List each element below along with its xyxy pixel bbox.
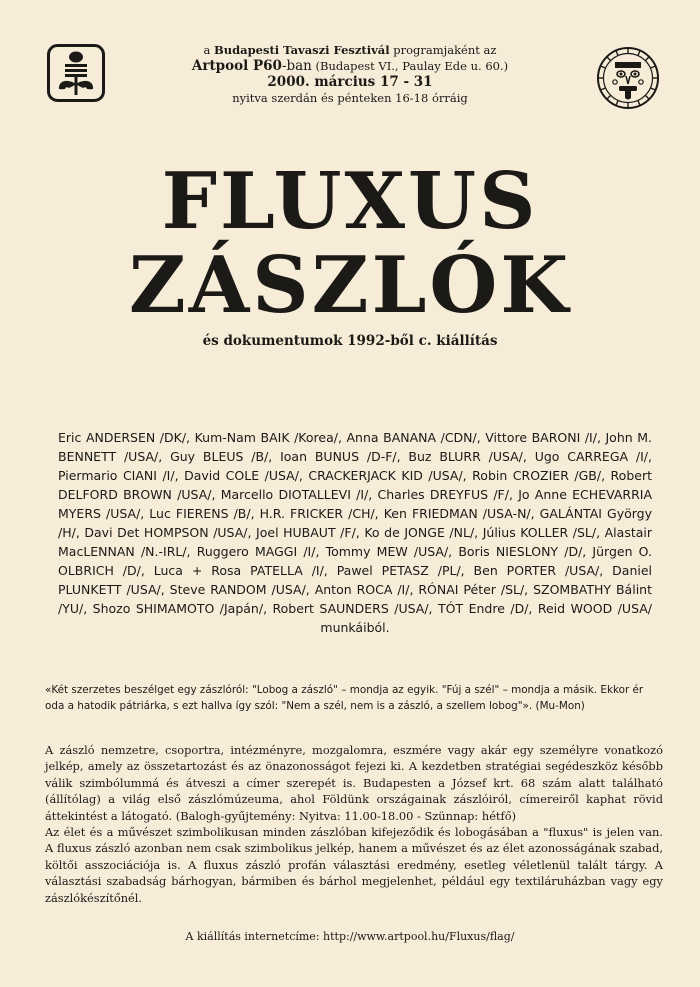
venue-suffix: -ban xyxy=(281,58,312,74)
venue-name: Artpool P60 xyxy=(191,58,282,74)
title-line-1: FLUXUS xyxy=(161,156,539,247)
title-line-2: ZÁSZLÓK xyxy=(128,240,572,331)
description-paragraph-1: A zászló nemzetre, csoportra, intézményre, mozgalomra, eszmére vagy akár egy személyre vonatkozó jelkép, amely az összetartozást és az önazonosságot fejezi ki. A kezdetben stratégiai segédeszköz később válik szimbólummá és átveszi a címer szerepét is. Budapesten a József krt. 68 szám alatt található (állítólag) a világ első zászlómúzeuma, ahol Földünk országainak zászlóiról, címereiről kaphat rövid áttekintést a látogató. (Balogh-gyűjtemény: Nyitva: 11.00-18.00 - Szünnap: hétfő) xyxy=(45,743,663,823)
description xyxy=(45,742,663,906)
header-festival-line xyxy=(150,42,550,58)
header-venue-line xyxy=(150,58,550,74)
festival-flower-logo-icon xyxy=(47,44,105,102)
exhibition-subtitle: és dokumentumok 1992-ből c. kiállítás xyxy=(202,333,498,349)
exhibition-title xyxy=(60,156,640,331)
opening-hours: nyitva szerdán és pénteken 16-18 órráig xyxy=(232,91,468,105)
description-paragraph-2: Az élet és a művészet szimbolikusan minden zászlóban kifejeződik és lobogásában a "fluxus" is jelen van. A fluxus zászló azonban nem csak szimbolikus jelkép, hanem a művészet és az élet azonosságának szabad, költői asszociációja is. A fluxus zászló profán választási eredmény, esetleg véletlenül talált tárgy. A választási szabadság bárhogyan, bármiben és bárhol megjelenhet, például egy textiláruházban vagy egy zászlókészítőnél. xyxy=(45,825,663,905)
website-footer: A kiállítás internetcíme: http://www.artpool.hu/Fluxus/flag/ xyxy=(185,930,515,943)
event-header xyxy=(150,42,550,106)
venue-address: (Budapest VI., Paulay Ede u. 60.) xyxy=(315,59,509,73)
artist-list: Eric ANDERSEN /DK/, Kum-Nam BAIK /Korea/, Anna BANANA /CDN/, Vittore BARONI /I/, John M. BENNETT /USA/, Guy BLEUS /B/, Ioan BUNUS /D-F/, Buz BLURR /USA/, Ugo CARREGA /I/, Piermario CIANI /I/, David COLE /USA/, CRACKERJACK KID /USA/, Robin CROZIER /GB/, Robert DELFORD BROWN /USA/, Marcello DIOTALLEVI /I/, Charles DREYFUS /F/, Jo Anne ECHEVARRIA MYERS /USA/, Luc FIERENS /B/, H.R. FRICKER /CH/, Ken FRIEDMAN /USA-N/, GALÁNTAI György /H/, Davi Det HOMPSON /USA/, Joel HUBAUT /F/, Ko de JONGE /NL/, Július KOLLER /SL/, Alastair MacLENNAN /N.-IRL/, Ruggero MAGGI /I/, Tommy MEW /USA/, Boris NIESLONY /D/, Jürgen O. OLBRICH /D/, Luca + Rosa PATELLA /I/, Pawel PETASZ /PL/, Ben PORTER /USA/, Daniel PLUNKETT /USA/, Steve RANDOM /USA/, Anton ROCA /I/, RÓNAI Péter /SL/, SZOMBATHY Bálint /YU/, Shozo SHIMAMOTO /Japán/, Robert SAUNDERS /USA/, TÓT Endre /D/, Reid WOOD /USA/ munkáiból. xyxy=(58,430,652,635)
aztec-mask-logo-icon xyxy=(596,46,660,110)
festival-name: Budapesti Tavaszi Fesztivál xyxy=(214,43,390,57)
header-suffix: programjaként az xyxy=(393,43,497,57)
header-prefix: a xyxy=(203,43,211,57)
event-dates: 2000. március 17 - 31 xyxy=(267,74,433,90)
zen-quote: «Két szerzetes beszélget egy zászlóról: "Lobog a zászló" – mondja az egyik. "Fúj a szél" – mondja a másik. Ekkor ér oda a hatodik pátriárka, s ezt hallva így szól: "Nem a szél, nem is a zászló, a szellem lobog"». (Mu-Mon) xyxy=(45,684,644,712)
